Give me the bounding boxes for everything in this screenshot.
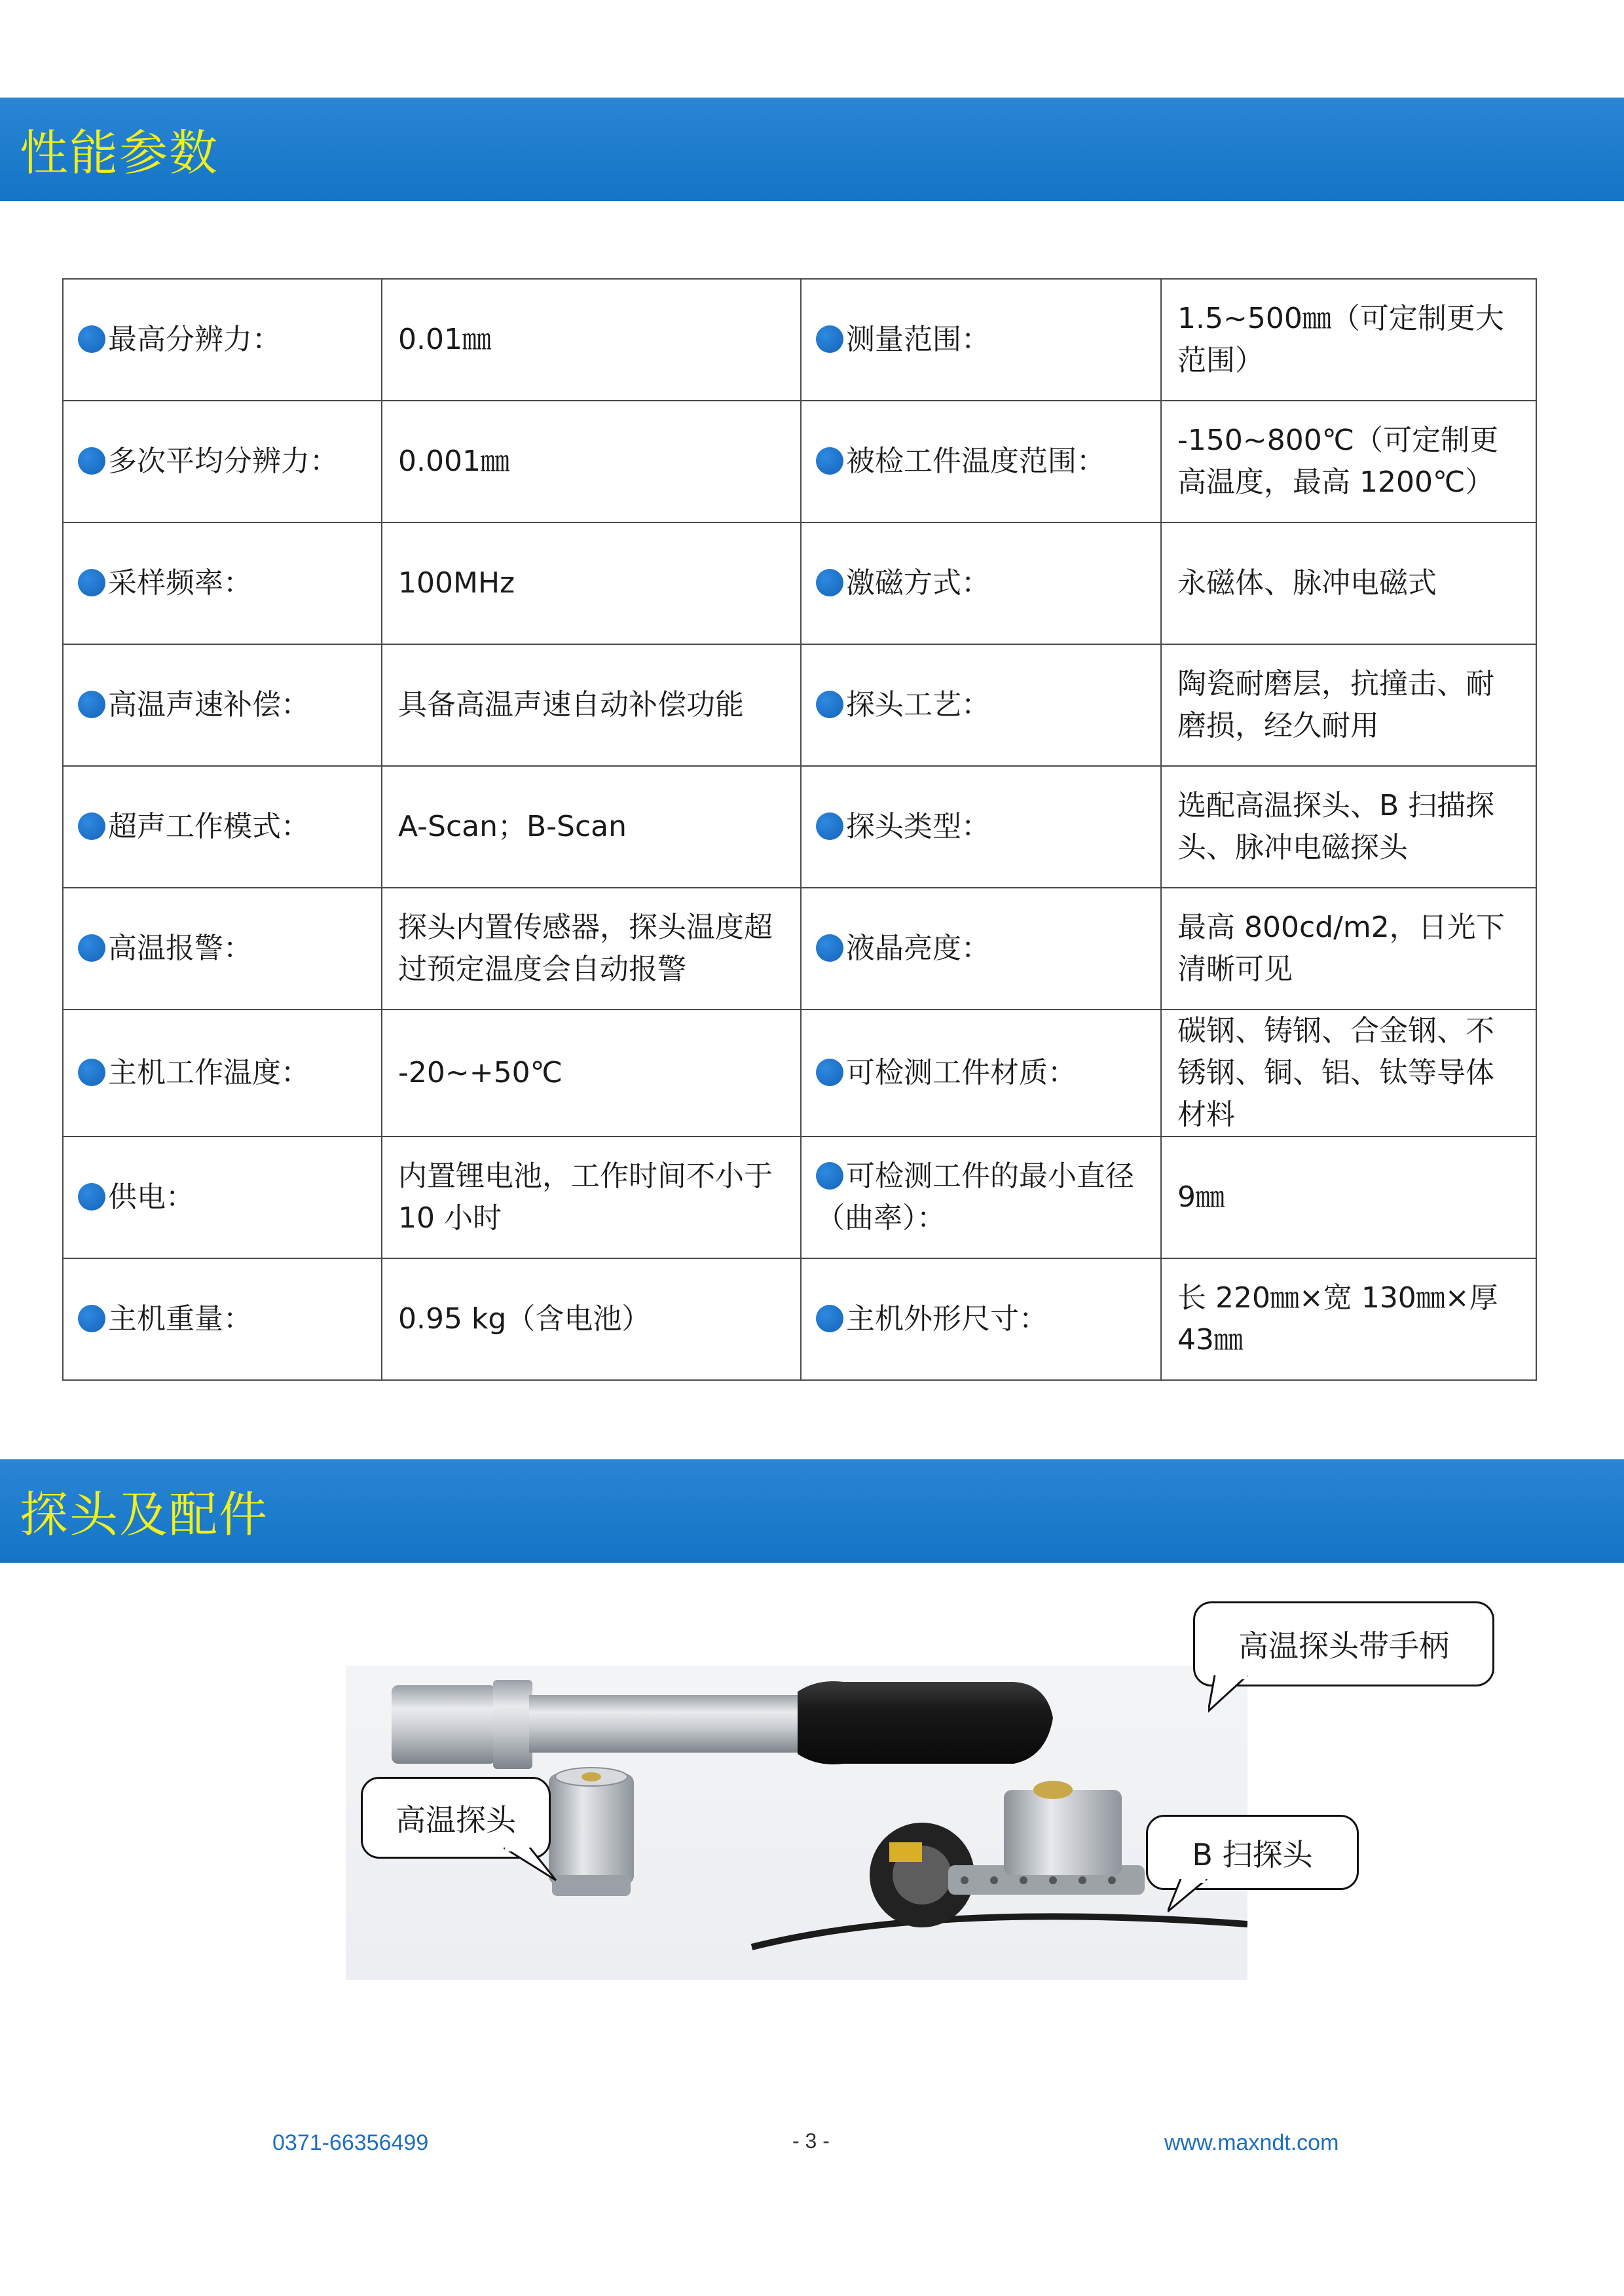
bullet-icon: [816, 934, 843, 962]
callout-tail-icon: [504, 1848, 563, 1887]
spec-value: 选配高温探头、B 扫描探头、脉冲电磁探头: [1177, 789, 1495, 864]
spec-label: 探头类型：: [846, 810, 990, 843]
spec-label: 主机外形尺寸：: [846, 1302, 1048, 1336]
spec-value: 碳钢、铸钢、合金钢、不锈钢、铜、铝、钛等导体材料: [1177, 1014, 1494, 1131]
spec-value-cell: [1161, 766, 1536, 888]
bullet-icon: [816, 1059, 843, 1086]
spec-label-cell: [801, 401, 1161, 522]
spec-label: 最高分辨力：: [108, 323, 281, 356]
spec-value: 最高 800cd/m2，日光下清晰可见: [1177, 911, 1505, 986]
footer-website[interactable]: www.maxndt.com: [1164, 2130, 1339, 2155]
handle-probe-icon: [392, 1680, 1053, 1769]
spec-row: [63, 766, 1536, 888]
footer-phone: 0371-66356499: [272, 2130, 429, 2155]
spec-label-cell: [63, 888, 382, 1010]
spec-value-cell: [1161, 888, 1536, 1010]
spec-label-cell: [63, 522, 382, 644]
bullet-icon: [816, 325, 843, 353]
spec-row: [63, 279, 1536, 401]
bullet-icon: [78, 691, 105, 718]
bullet-icon: [816, 447, 843, 475]
spec-label: 主机工作温度：: [108, 1056, 310, 1089]
spec-value: 陶瓷耐磨层，抗撞击、耐磨损，经久耐用: [1177, 667, 1494, 742]
spec-label: 高温报警：: [108, 932, 252, 965]
bullet-icon: [78, 812, 105, 840]
spec-value-cell: [382, 1258, 801, 1380]
section-title: 性能参数: [20, 125, 219, 181]
bullet-icon: [816, 1162, 843, 1190]
bullet-icon: [78, 1059, 105, 1086]
bullet-icon: [78, 934, 105, 962]
bullet-icon: [78, 1305, 105, 1332]
spec-table: [62, 278, 1537, 1381]
page-number: - 3 -: [792, 2129, 830, 2153]
spec-value-cell: [382, 401, 801, 522]
spec-value: 探头内置传感器，探头温度超过预定温度会自动报警: [398, 911, 773, 986]
spec-label-cell: [801, 279, 1161, 401]
bullet-icon: [816, 569, 843, 596]
spec-label-cell: [801, 522, 1161, 644]
spec-row: [63, 644, 1536, 766]
spec-value-cell: [1161, 1258, 1536, 1380]
callout-label: B 扫探头: [1192, 1836, 1313, 1872]
spec-value-cell: [382, 1010, 801, 1137]
spec-value-cell: [382, 644, 801, 766]
spec-value-cell: [1161, 522, 1536, 644]
bullet-icon: [816, 1305, 843, 1332]
spec-value-cell: [382, 1137, 801, 1258]
spec-label: 被检工件温度范围：: [846, 445, 1105, 478]
callout-tail-icon: [1168, 1879, 1227, 1918]
spec-label-cell: [801, 1137, 1161, 1258]
spec-label-cell: [801, 644, 1161, 766]
bullet-icon: [78, 447, 105, 475]
spec-value: -20~+50℃: [398, 1056, 563, 1089]
spec-label: 超声工作模式：: [108, 810, 310, 843]
spec-label-cell: [801, 888, 1161, 1010]
callout-label: 高温探头带手柄: [1238, 1628, 1449, 1664]
bullet-icon: [78, 325, 105, 353]
spec-label-cell: [801, 1258, 1161, 1380]
callout-high-temp-probe: [361, 1777, 551, 1859]
spec-row: [63, 1010, 1536, 1137]
bullet-icon: [816, 691, 843, 718]
spec-label-cell: [801, 766, 1161, 888]
spec-label: 高温声速补偿：: [108, 688, 310, 721]
spec-value: 0.95 kg（含电池）: [398, 1302, 651, 1336]
spec-label: 供电：: [108, 1180, 194, 1214]
callout-handle-probe: [1193, 1601, 1494, 1686]
spec-value-cell: [1161, 401, 1536, 522]
callout-label: 高温探头: [396, 1802, 516, 1838]
spec-label: 测量范围：: [846, 323, 990, 356]
spec-value: 内置锂电池，工作时间不小于 10 小时: [398, 1159, 773, 1235]
section-banner-accessories: [0, 1459, 1624, 1563]
spec-row: [63, 888, 1536, 1010]
spec-value-cell: [382, 766, 801, 888]
spec-label-cell: [63, 766, 382, 888]
spec-value-cell: [1161, 279, 1536, 401]
spec-label: 液晶亮度：: [846, 932, 990, 965]
spec-value: -150~800℃（可定制更高温度，最高 1200℃）: [1177, 424, 1499, 499]
section-title: 探头及配件: [20, 1487, 268, 1543]
bullet-icon: [78, 1183, 105, 1211]
spec-row: [63, 522, 1536, 644]
spec-value-cell: [382, 888, 801, 1010]
spec-label-cell: [63, 1258, 382, 1380]
bullet-icon: [78, 569, 105, 596]
spec-row: [63, 1137, 1536, 1258]
spec-value-cell: [1161, 1010, 1536, 1137]
spec-value: 0.001㎜: [398, 445, 509, 478]
spec-value: 100MHz: [398, 566, 515, 600]
spec-label-cell: [63, 279, 382, 401]
spec-label-cell: [63, 1137, 382, 1258]
spec-label: 可检测工件的最小直径（曲率）：: [816, 1159, 1134, 1235]
spec-value-cell: [382, 279, 801, 401]
spec-row: [63, 401, 1536, 522]
spec-value: A-Scan；B-Scan: [398, 810, 627, 843]
spec-label-cell: [63, 644, 382, 766]
spec-label: 采样频率：: [108, 566, 252, 600]
spec-label-cell: [801, 1010, 1161, 1137]
spec-value: 1.5~500㎜（可定制更大范围）: [1177, 302, 1504, 377]
spec-value-cell: [382, 522, 801, 644]
spec-value-cell: [1161, 1137, 1536, 1258]
spec-label: 主机重量：: [108, 1302, 252, 1336]
spec-label-cell: [63, 1010, 382, 1137]
spec-value: 0.01㎜: [398, 323, 491, 356]
spec-value: 具备高温声速自动补偿功能: [398, 688, 744, 721]
spec-value: 9㎜: [1177, 1180, 1225, 1214]
spec-label: 激磁方式：: [846, 566, 990, 600]
spec-label: 探头工艺：: [846, 688, 990, 721]
spec-row: [63, 1258, 1536, 1380]
spec-value-cell: [1161, 644, 1536, 766]
bullet-icon: [816, 812, 843, 840]
spec-label-cell: [63, 401, 382, 522]
callout-tail-icon: [1208, 1675, 1267, 1715]
spec-label: 多次平均分辨力：: [108, 445, 339, 478]
spec-value: 永磁体、脉冲电磁式: [1177, 566, 1437, 600]
callout-b-scan-probe: [1146, 1815, 1359, 1890]
section-banner-performance: [0, 98, 1624, 201]
spec-value: 长 220㎜×宽 130㎜×厚 43㎜: [1177, 1281, 1498, 1357]
spec-label: 可检测工件材质：: [846, 1056, 1077, 1089]
